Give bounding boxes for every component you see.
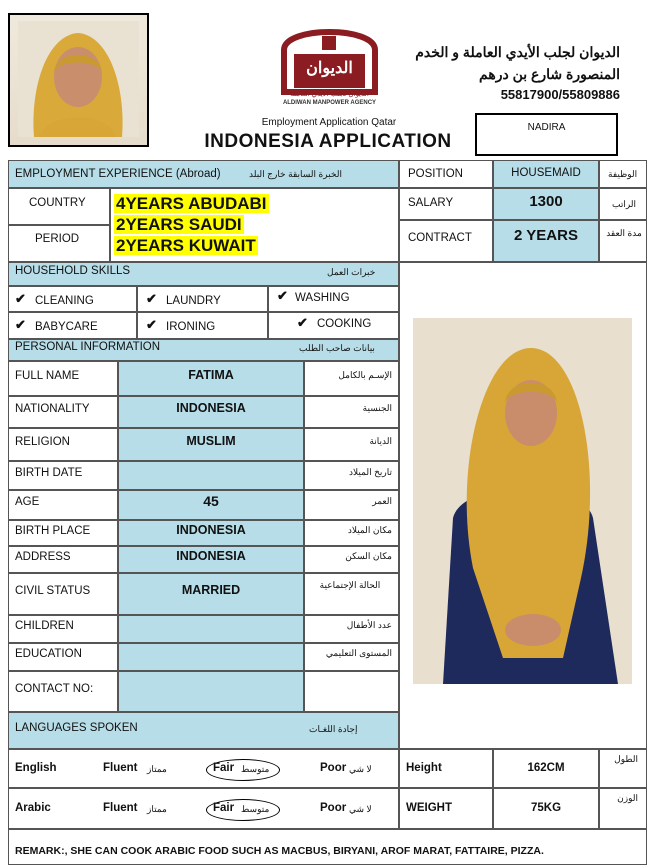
fluent-label-ar: ممتاز [147,764,167,774]
field-label: BIRTH PLACE [15,525,91,537]
logo-text-ar: الديوان [306,60,353,77]
measure-label-cell [399,749,493,788]
languages-title: LANGUAGES SPOKEN [15,722,138,734]
candidate-code: NADIRA [527,122,566,133]
personal-ar-cell [304,490,399,520]
contract-label-cell [399,220,493,262]
experience-item: 2YEARS KUWAIT [116,236,256,255]
fluent-label-ar: ممتاز [147,804,167,814]
personal-ar-cell [304,461,399,490]
poor-label: Poor [320,802,347,814]
measure-ar-cell [599,788,647,829]
personal-value-cell [118,396,304,428]
position-value: HOUSEMAID [511,167,581,179]
skill-cell [268,312,399,339]
poor-label: Poor [320,762,347,774]
skill-label: BABYCARE [35,321,98,333]
personal-label-cell [8,671,118,712]
field-value: FATIMA [188,368,234,382]
position-label-cell [399,160,493,188]
contract-value-cell [493,220,599,262]
personal-label-cell [8,573,118,615]
fair-label: Fair [213,802,235,814]
company-logo [278,14,381,110]
measure-value: 75KG [530,802,562,814]
personal-ar-cell [304,643,399,671]
check-icon: ✔ [277,288,288,303]
fair-label: Fair [213,762,235,774]
fluent-label: Fluent [103,762,138,774]
skill-label: CLEANING [35,295,94,307]
language-name: English [15,762,57,774]
field-label: CHILDREN [15,620,74,632]
field-label-ar: الجنسية [362,403,392,413]
skill-cell [8,286,137,312]
position-ar-cell [599,160,647,188]
salary-label: SALARY [408,197,454,209]
field-label: ADDRESS [15,551,71,563]
languages-header [8,712,399,749]
contract-label-ar: مدة العقد [606,228,642,238]
measure-value-cell [493,788,599,829]
measure-ar-cell [599,749,647,788]
company-address-ar: المنصورة شارع بن درهم [479,66,620,82]
check-icon: ✔ [146,291,157,306]
field-label: EDUCATION [15,648,82,660]
personal-ar-cell [304,615,399,643]
salary-label-ar: الراتب [612,199,637,209]
remark-text: REMARK:, SHE CAN COOK ARABIC FOOD SUCH AS MACBUS, BIRYANI, AROF MARAT, FATTAIRE, PIZZA. [15,845,544,857]
contract-label: CONTRACT [408,232,472,244]
check-icon: ✔ [15,291,26,306]
position-value-cell [493,160,599,188]
field-value: MUSLIM [186,434,236,448]
field-label: CONTACT NO: [15,683,94,695]
personal-label-cell [8,428,118,461]
measure-value-cell [493,749,599,788]
field-label-ar: مكان السكن [345,551,392,561]
position-label-ar: الوظيفة [608,169,638,179]
language-row [8,749,399,788]
company-name-ar: الديوان لجلب الأيدي العاملة و الخدم [415,44,620,60]
personal-value-cell [118,671,304,712]
personal-value-cell [118,361,304,396]
field-value: INDONESIA [176,401,246,415]
field-value: 45 [203,493,219,509]
personal-ar-cell [304,361,399,396]
poor-label-ar: لا شي [349,764,372,774]
skills-title-ar: خبرات العمل [327,267,376,277]
measure-label-ar: الطول [614,754,638,764]
personal-label-cell [8,396,118,428]
measure-value: 162CM [527,762,565,774]
check-icon: ✔ [146,317,157,332]
personal-value-cell [118,546,304,573]
experience-list [114,193,269,256]
employment-title: EMPLOYMENT EXPERIENCE (Abroad) [15,168,221,180]
field-label-ar: الديانة [369,436,392,446]
field-label: BIRTH DATE [15,467,83,479]
experience-item: 4YEARS ABUDABI [116,194,267,213]
personal-value-cell [118,573,304,615]
personal-ar-cell [304,428,399,461]
personal-ar-cell [304,573,399,615]
period-label: PERIOD [35,233,80,245]
skills-title: HOUSEHOLD SKILLS [15,265,131,277]
skill-label: COOKING [317,318,372,330]
logo-subtitle-ar: الديوان لجلب الأيدي العاملة [290,91,369,98]
logo-text-en: ALDIWAN MANPOWER AGENCY [282,100,377,106]
skill-cell [268,286,399,312]
languages-title-ar: إجادة اللغـات [309,724,358,734]
personal-label-cell [8,490,118,520]
field-value: INDONESIA [176,523,246,537]
field-label: CIVIL STATUS [15,585,91,597]
field-label-ar: المستوى التعليمي [325,648,392,658]
form-title: INDONESIA APPLICATION [204,131,452,152]
remark-cell [8,829,647,865]
field-label-ar: مكان الميلاد [347,525,392,535]
field-label-ar: تاريخ الميلاد [349,467,392,477]
fluent-label: Fluent [103,802,138,814]
skill-cell [8,312,137,339]
personal-value-cell [118,643,304,671]
personal-value-cell [118,615,304,643]
field-label: FULL NAME [15,370,80,382]
contract-ar-cell [599,220,647,262]
personal-label-cell [8,615,118,643]
field-label: RELIGION [15,436,70,448]
company-phones: 55817900/55809886 [500,87,620,102]
candidate-code-box [475,113,618,156]
check-icon: ✔ [297,315,308,330]
passport-photo [8,13,149,147]
measure-label-cell [399,788,493,829]
personal-ar-cell [304,546,399,573]
personal-ar-cell [304,520,399,546]
personal-label-cell [8,546,118,573]
field-value: MARRIED [181,583,241,597]
personal-label-cell [8,361,118,396]
skill-label: WASHING [295,292,350,304]
salary-label-cell [399,188,493,220]
skill-cell [137,286,268,312]
personal-label-cell [8,643,118,671]
field-label: NATIONALITY [15,403,90,415]
personal-title: PERSONAL INFORMATION [15,341,161,353]
personal-value-cell [118,490,304,520]
employment-header [8,160,399,188]
fair-label-ar: متوسط [241,804,270,814]
personal-ar-cell [304,396,399,428]
personal-label-cell [8,461,118,490]
personal-ar-cell [304,671,399,712]
salary-value: 1300 [529,193,563,210]
position-label: POSITION [408,168,463,180]
experience-cell [110,188,399,262]
field-label-ar: عدد الأطفال [346,620,392,630]
field-label-ar: العمر [372,496,392,506]
country-label-cell [8,188,110,225]
personal-value-cell [118,461,304,490]
measure-label: Height [406,762,442,774]
skill-cell [137,312,268,339]
language-row [8,788,399,829]
full-body-photo [413,318,632,684]
form-subtitle: Employment Application Qatar [261,117,397,128]
skill-label: LAUNDRY [166,295,221,307]
personal-value-cell [118,428,304,461]
country-label: COUNTRY [29,197,86,209]
personal-value-cell [118,520,304,546]
salary-ar-cell [599,188,647,220]
field-value: INDONESIA [176,549,246,563]
poor-label-ar: لا شي [349,804,372,814]
skill-label: IRONING [166,321,216,333]
fair-label-ar: متوسط [241,764,270,774]
personal-label-cell [8,520,118,546]
measure-label-ar: الوزن [617,793,638,803]
language-name: Arabic [15,802,51,814]
field-label-ar: الإسـم بالكامل [338,370,392,380]
experience-item: 2YEARS SAUDI [116,215,242,234]
field-label-ar: الحالة الإجتماعية [319,580,381,590]
field-label: AGE [15,496,40,508]
personal-header [8,339,399,361]
check-icon: ✔ [15,317,26,332]
employment-title-ar: الخبرة السابقة خارج البلد [249,169,342,179]
measure-label: WEIGHT [406,802,452,814]
contract-value: 2 YEARS [514,227,578,244]
personal-title-ar: بيانات صاحب الطلب [299,343,375,353]
skills-header [8,262,399,286]
salary-value-cell [493,188,599,220]
period-label-cell [8,225,110,262]
